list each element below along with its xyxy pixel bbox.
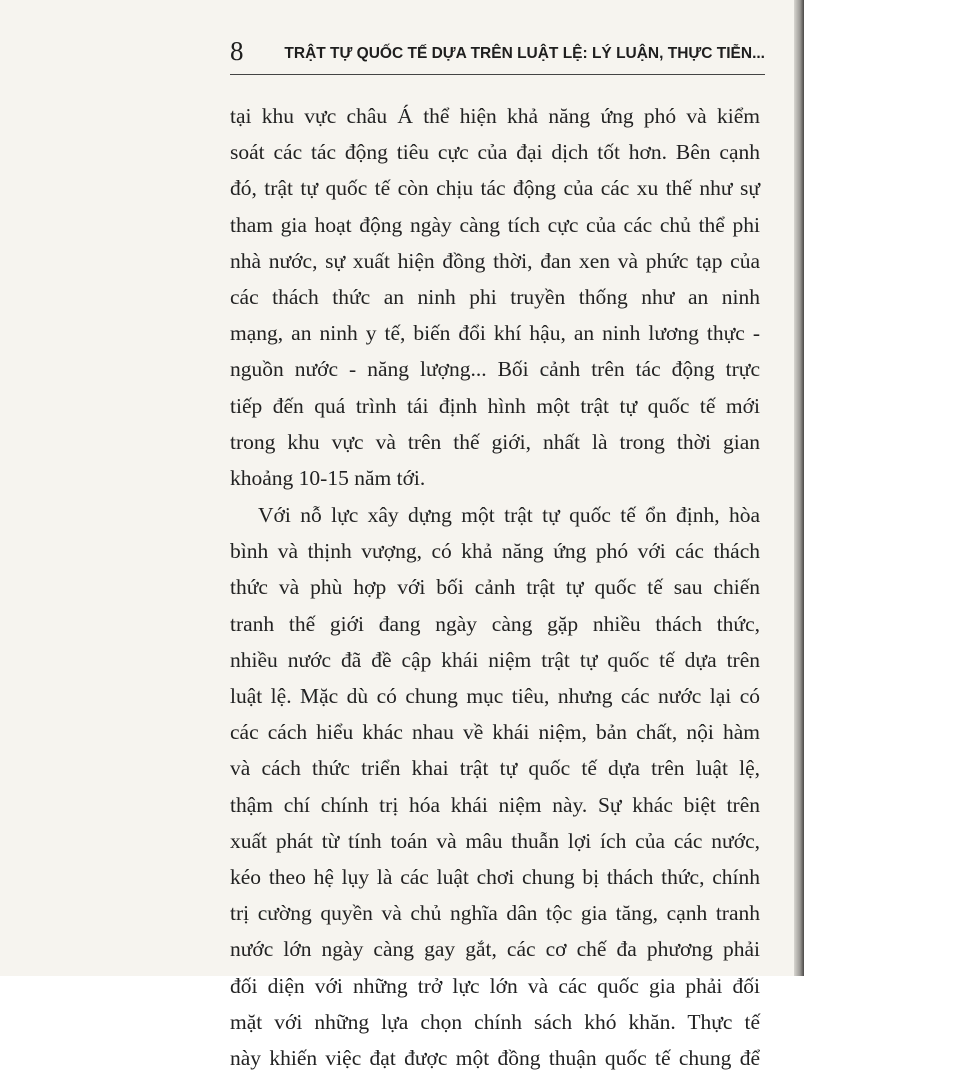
text-line: nhà nước, sự xuất hiện đồng thời, đan xen và phức tạp của xyxy=(230,248,760,273)
text-line: xuất phát từ tính toán và mâu thuẫn lợi ích của các nước, xyxy=(230,828,760,853)
page-header xyxy=(230,36,765,72)
text-line: đó, trật tự quốc tế còn chịu tác động của các xu thế như sự xyxy=(230,176,760,201)
text-line: nhiều nước đã đề cập khái niệm trật tự quốc tế dựa trên xyxy=(230,647,760,672)
text-line: tiếp đến quá trình tái định hình một trật tự quốc tế mới xyxy=(230,393,760,418)
text-line: tham gia hoạt động ngày càng tích cực của các chủ thể phi xyxy=(230,212,760,237)
header-divider xyxy=(230,74,765,75)
paragraph xyxy=(230,98,760,496)
text-line: kéo theo hệ lụy là các luật chơi chung bị thách thức, chính xyxy=(230,864,760,889)
text-line: soát các tác động tiêu cực của đại dịch tốt hơn. Bên cạnh xyxy=(230,140,760,165)
page-number: 8 xyxy=(230,36,244,66)
running-title: TRẬT TỰ QUỐC TẾ DỰA TRÊN LUẬT LỆ: LÝ LUẬN, THỰC TIỄN... xyxy=(284,45,765,62)
text-line: trị cường quyền và chủ nghĩa dân tộc gia tăng, cạnh tranh xyxy=(230,901,760,926)
page-edge-shadow xyxy=(794,0,804,976)
text-line: Với nỗ lực xây dựng một trật tự quốc tế ổn định, hòa xyxy=(258,503,760,528)
text-line: tranh thế giới đang ngày càng gặp nhiều thách thức, xyxy=(230,611,760,636)
text-line: luật lệ. Mặc dù có chung mục tiêu, nhưng các nước lại có xyxy=(230,684,760,708)
text-line: trong khu vực và trên thế giới, nhất là trong thời gian xyxy=(230,429,760,454)
text-line: khoảng 10-15 năm tới. xyxy=(230,465,426,490)
body-text xyxy=(230,98,760,1076)
text-line: mặt với những lựa chọn chính sách khó khăn. Thực tế xyxy=(230,1009,760,1034)
text-line: các cách hiểu khác nhau về khái niệm, bản chất, nội hàm xyxy=(230,720,760,745)
text-line: này khiến việc đạt được một đồng thuận quốc tế chung để xyxy=(230,1045,760,1070)
text-line: mạng, an ninh y tế, biến đổi khí hậu, an ninh lương thực - xyxy=(230,321,760,346)
paragraph xyxy=(230,497,760,1076)
text-line: thậm chí chính trị hóa khái niệm này. Sự khác biệt trên xyxy=(230,792,760,817)
text-line: nguồn nước - năng lượng... Bối cảnh trên tác động trực xyxy=(230,357,760,382)
text-line: và cách thức triển khai trật tự quốc tế dựa trên luật lệ, xyxy=(230,756,760,781)
text-line: đối diện với những trở lực lớn và các quốc gia phải đối xyxy=(230,973,760,998)
text-line: nước lớn ngày càng gay gắt, các cơ chế đa phương phải xyxy=(230,937,760,962)
text-line: thức và phù hợp với bối cảnh trật tự quốc tế sau chiến xyxy=(230,575,760,600)
text-line: bình và thịnh vượng, có khả năng ứng phó với các thách xyxy=(230,539,760,564)
text-line: tại khu vực châu Á thể hiện khả năng ứng phó và kiểm xyxy=(230,104,760,128)
text-line: các thách thức an ninh phi truyền thống như an ninh xyxy=(230,284,760,309)
